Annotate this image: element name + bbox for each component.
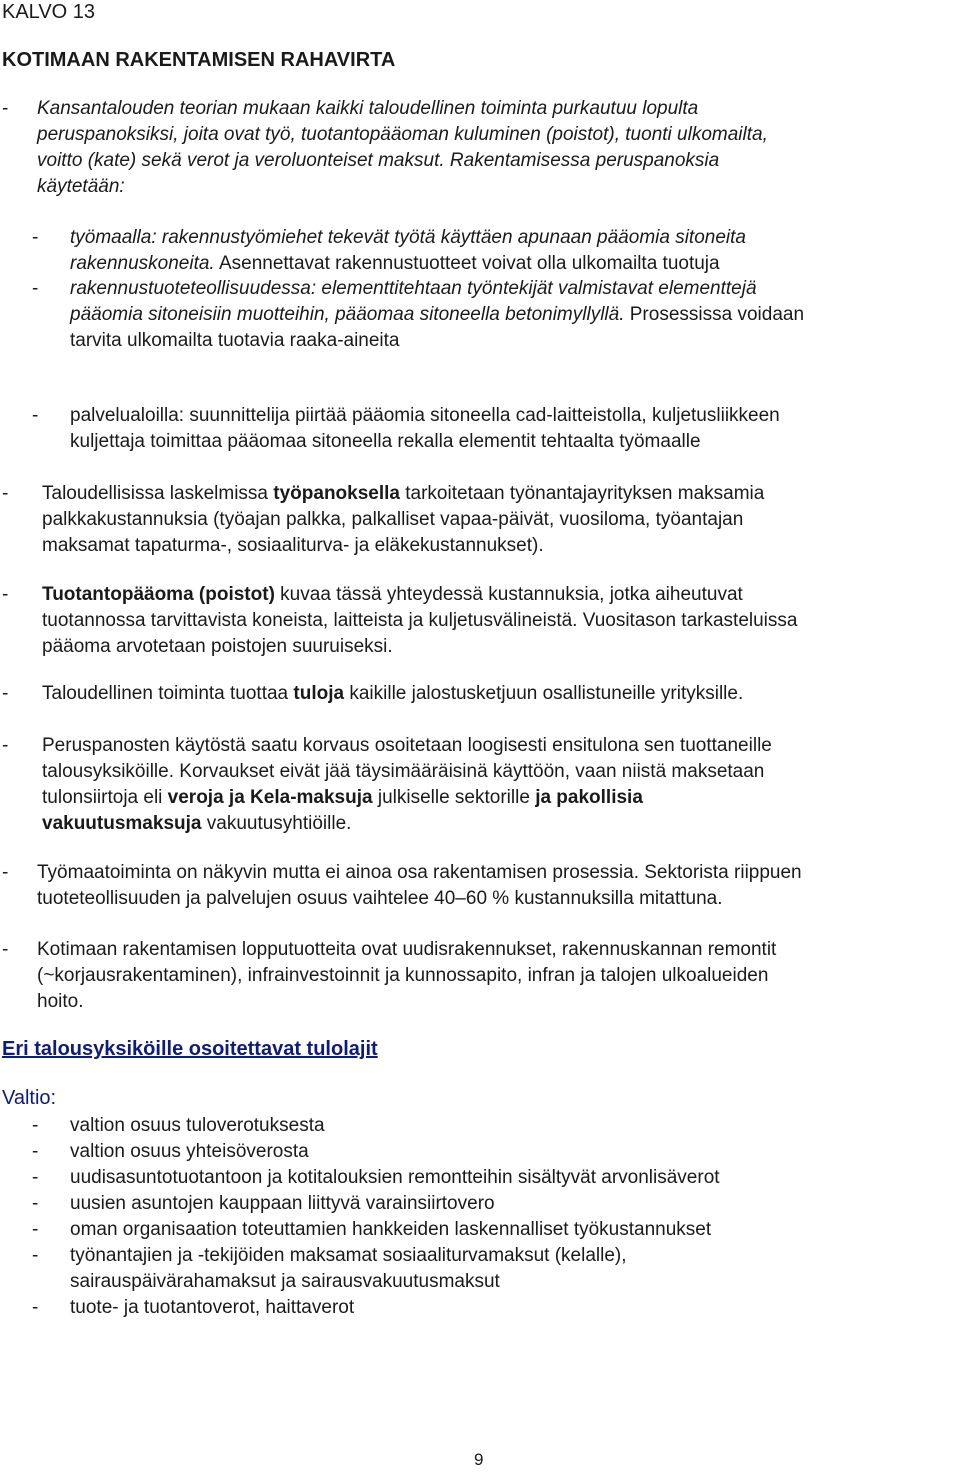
text: tarkoitetaan työnantajayrityksen maksamia [399,483,765,504]
bullet-dash: - [32,405,39,426]
list-item-text: työnantajien ja -tekijöiden maksamat sosiaaliturvamaksut (kelalle), [70,1245,627,1266]
valtio-label: Valtio: [2,1087,57,1109]
text: kaikille jalostusketjuun osallistuneille yrityksille. [344,683,744,704]
list-item-text: tuote- ja tuotantoverot, haittaverot [70,1297,355,1318]
sub-item-line: kuljettaja toimittaa pääomaa sitoneella rekalla elementit tehtaalta työmaalle [70,431,701,452]
text: Taloudellinen toiminta tuottaa [42,683,294,704]
bullet-dash: - [32,1115,39,1136]
text: julkiselle sektorille [372,787,536,808]
list-item-text: uudisasuntotuotantoon ja kotitalouksien remontteihin sisältyvät arvonlisäverot [70,1167,720,1188]
text: kuvaa tässä yhteydessä kustannuksia, jotka aiheutuvat [274,584,743,605]
bold-term: veroja ja Kela-maksuja [167,787,373,808]
text-line: Peruspanosten käytöstä saatu korvaus osoitetaan loogisesti ensitulona sen tuottaneille [42,735,772,756]
text-line: tuotannossa tarvittavista koneista, laitteista ja kuljetusvälineistä. Vuositason tarkasteluissa [42,610,798,631]
intro-line: Kansantalouden teorian mukaan kaikki taloudellinen toiminta purkautuu lopulta [37,98,699,119]
slide-header: KALVO 13 [2,1,96,23]
sub-item-italic: pääomia sitoneisiin muotteihin, pääomaa sitoneella betonimyllyllä. [70,304,625,325]
bullet-dash: - [32,1193,39,1214]
text-line: tuoteteollisuuden ja palvelujen osuus vaihtelee 40–60 % kustannuksilla mitattuna. [37,888,723,909]
sub-item-text: Asennettavat rakennustuotteet voivat olla ulkomailta tuotuja [214,253,720,274]
text-line: hoito. [37,991,84,1012]
bullet-dash: - [32,1245,39,1266]
bold-term: tuloja [293,683,345,704]
list-item-text: sairauspäivärahamaksut ja sairausvakuutusmaksut [70,1271,500,1292]
page-title: KOTIMAAN RAKENTAMISEN RAHAVIRTA [2,49,396,71]
text: Taloudellisissa laskelmissa [42,483,274,504]
bold-term: Tuotantopääoma (poistot) [42,584,275,605]
sub-item-italic: rakennuskoneita. [70,253,215,274]
sub-item-text: Prosessissa voidaan [624,304,805,325]
bullet-dash: - [32,1167,39,1188]
bullet-dash: - [32,1297,39,1318]
text-line: Työmaatoiminta on näkyvin mutta ei ainoa osa rakentamisen prosessia. Sektorista riippuen [37,862,802,883]
bullet-dash: - [32,227,39,248]
sub-item-line: rakennustuoteteollisuudessa: elementtitehtaan työntekijät valmistavat elementtejä [70,278,757,299]
bullet-dash: - [2,862,9,883]
bullet-dash: - [32,1219,39,1240]
list-item-text: valtion osuus tuloverotuksesta [70,1115,325,1136]
text: vakuutusyhtiöille. [201,813,352,834]
bullet-dash: - [2,735,9,756]
sub-item-line: tarvita ulkomailta tuotavia raaka-aineita [70,330,400,351]
text-line: (~korjausrakentaminen), infrainvestoinnit ja kunnossapito, infran ja talojen ulkoalueiden [37,965,769,986]
text-line: talousyksiköille. Korvaukset eivät jää täysimääräisinä käyttöön, vaan niistä maksetaan [42,761,765,782]
page-number: 9 [474,1450,484,1469]
text-line: pääoma arvotetaan poistojen suuruiseksi. [42,636,393,657]
text-line: palkkakustannuksia (työajan palkka, palkalliset vapaa-päivät, vuosiloma, työantajan [42,509,744,530]
bullet-dash: - [32,1141,39,1162]
list-item-text: oman organisaation toteuttamien hankkeiden laskennalliset työkustannukset [70,1219,712,1240]
sub-item-line: palvelualoilla: suunnittelija piirtää pääomia sitoneella cad-laitteistolla, kuljetusliikkeen [70,405,780,426]
bullet-dash: - [2,483,9,504]
bullet-dash: - [32,278,39,299]
intro-line: voitto (kate) sekä verot ja veroluonteiset maksut. Rakentamisessa peruspanoksia [37,150,720,171]
bullet-dash: - [2,683,9,704]
text-line: maksamat tapaturma-, sosiaaliturva- ja eläkekustannukset). [42,535,544,556]
intro-line: käytetään: [37,176,125,197]
list-item-text: valtion osuus yhteisöverosta [70,1141,309,1162]
bullet-dash: - [2,584,9,605]
intro-line: peruspanoksiksi, joita ovat työ, tuotantopääoman kuluminen (poistot), tuonti ulkomailta, [37,124,768,145]
section-title: Eri talousyksiköille osoitettavat tulolajit [2,1038,378,1060]
bold-term: ja pakollisia [535,787,643,808]
text-line: Kotimaan rakentamisen lopputuotteita ovat uudisrakennukset, rakennuskannan remontit [37,939,777,960]
list-item-text: uusien asuntojen kauppaan liittyvä varainsiirtovero [70,1193,495,1214]
bold-term: vakuutusmaksuja [42,813,202,834]
sub-item-line: työmaalla: rakennustyömiehet tekevät työtä käyttäen apunaan pääomia sitoneita [70,227,746,248]
bold-term: työpanoksella [273,483,400,504]
bullet-dash: - [2,98,9,119]
bullet-dash: - [2,939,9,960]
text: tulonsiirtoja eli [42,787,168,808]
